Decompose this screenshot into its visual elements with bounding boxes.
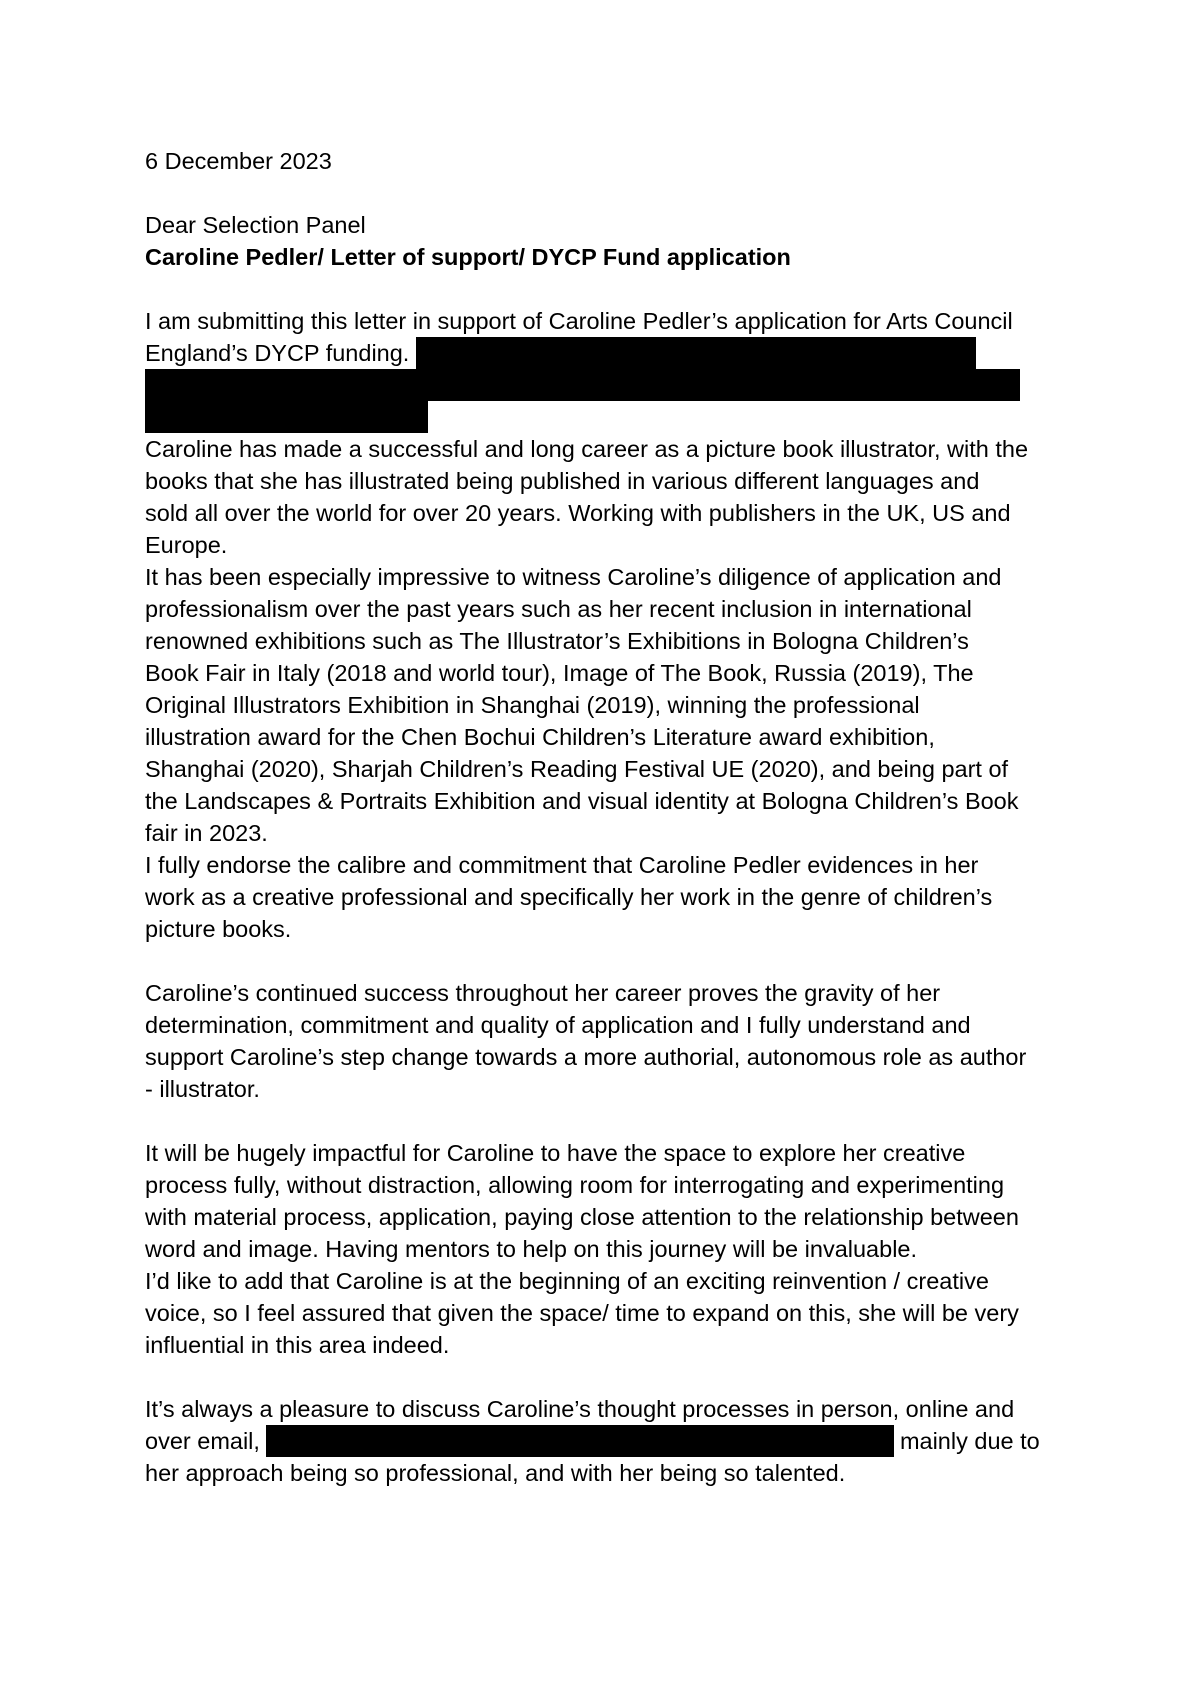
letter-date: 6 December 2023 (145, 148, 332, 174)
paragraph-intro (145, 305, 1065, 433)
spacer (145, 177, 1065, 209)
spacer (145, 273, 1065, 305)
redaction-bar (145, 369, 1020, 401)
paragraph-career (145, 433, 1065, 945)
paragraph-line: the Landscapes & Portraits Exhibition and visual identity at Bologna Children’s Book (145, 788, 1019, 814)
paragraph-text: England’s DYCP funding. (145, 340, 410, 366)
spacer (145, 1105, 1065, 1137)
paragraph-line: Original Illustrators Exhibition in Shanghai (2019), winning the professional (145, 692, 920, 718)
paragraph-continued-success (145, 977, 1065, 1105)
letter-subject: Caroline Pedler/ Letter of support/ DYCP Fund application (145, 244, 791, 270)
paragraph-line (145, 1425, 1065, 1457)
paragraph-line: Caroline’s continued success throughout her career proves the gravity of her (145, 980, 941, 1006)
paragraph-line: Shanghai (2020), Sharjah Children’s Reading Festival UE (2020), and being part of (145, 756, 1009, 782)
paragraph-line: Book Fair in Italy (2018 and world tour), Image of The Book, Russia (2019), The (145, 660, 974, 686)
paragraph-line: voice, so I feel assured that given the space/ time to expand on this, she will be very (145, 1300, 1019, 1326)
redaction-bar (266, 1425, 894, 1457)
paragraph-line: I’d like to add that Caroline is at the beginning of an exciting reinvention / creative (145, 1268, 989, 1294)
paragraph-line: books that she has illustrated being published in various different languages and (145, 468, 980, 494)
paragraph-line: It will be hugely impactful for Caroline to have the space to explore her creative (145, 1140, 966, 1166)
spacer (145, 1361, 1065, 1393)
paragraph-impact (145, 1137, 1065, 1361)
spacer (145, 945, 1065, 977)
paragraph-line: I fully endorse the calibre and commitment that Caroline Pedler evidences in her (145, 852, 979, 878)
paragraph-closing (145, 1393, 1065, 1489)
paragraph-line: process fully, without distraction, allowing room for interrogating and experimenting (145, 1172, 1005, 1198)
redaction-block (145, 369, 1065, 433)
paragraph-line: Europe. (145, 532, 228, 558)
paragraph-text: over email, (145, 1428, 260, 1454)
paragraph-line: It’s always a pleasure to discuss Caroline’s thought processes in person, online and (145, 1396, 1015, 1422)
paragraph-line (145, 337, 1065, 369)
paragraph-line: work as a creative professional and specifically her work in the genre of children’s (145, 884, 993, 910)
redaction-bar (416, 337, 976, 369)
paragraph-line: - illustrator. (145, 1076, 260, 1102)
paragraph-line: renowned exhibitions such as The Illustrator’s Exhibitions in Bologna Children’s (145, 628, 969, 654)
paragraph-line: professionalism over the past years such as her recent inclusion in international (145, 596, 972, 622)
paragraph-line: picture books. (145, 916, 292, 942)
paragraph-line: word and image. Having mentors to help on this journey will be invaluable. (145, 1236, 918, 1262)
paragraph-line: support Caroline’s step change towards a more authorial, autonomous role as author (145, 1044, 1027, 1070)
paragraph-line: I am submitting this letter in support of Caroline Pedler’s application for Arts Council (145, 308, 1013, 334)
paragraph-line: It has been especially impressive to witness Caroline’s diligence of application and (145, 564, 1002, 590)
paragraph-line: her approach being so professional, and with her being so talented. (145, 1460, 846, 1486)
paragraph-line: determination, commitment and quality of application and I fully understand and (145, 1012, 971, 1038)
paragraph-line: sold all over the world for over 20 years. Working with publishers in the UK, US and (145, 500, 1011, 526)
paragraph-line: illustration award for the Chen Bochui Children’s Literature award exhibition, (145, 724, 935, 750)
letter-salutation: Dear Selection Panel (145, 212, 366, 238)
paragraph-line: influential in this area indeed. (145, 1332, 450, 1358)
paragraph-line: with material process, application, paying close attention to the relationship between (145, 1204, 1019, 1230)
redaction-bar (145, 401, 428, 433)
paragraph-line: fair in 2023. (145, 820, 268, 846)
paragraph-text: mainly due to (899, 1428, 1040, 1454)
letter-body (145, 145, 1065, 1489)
paragraph-line: Caroline has made a successful and long career as a picture book illustrator, with the (145, 436, 1029, 462)
